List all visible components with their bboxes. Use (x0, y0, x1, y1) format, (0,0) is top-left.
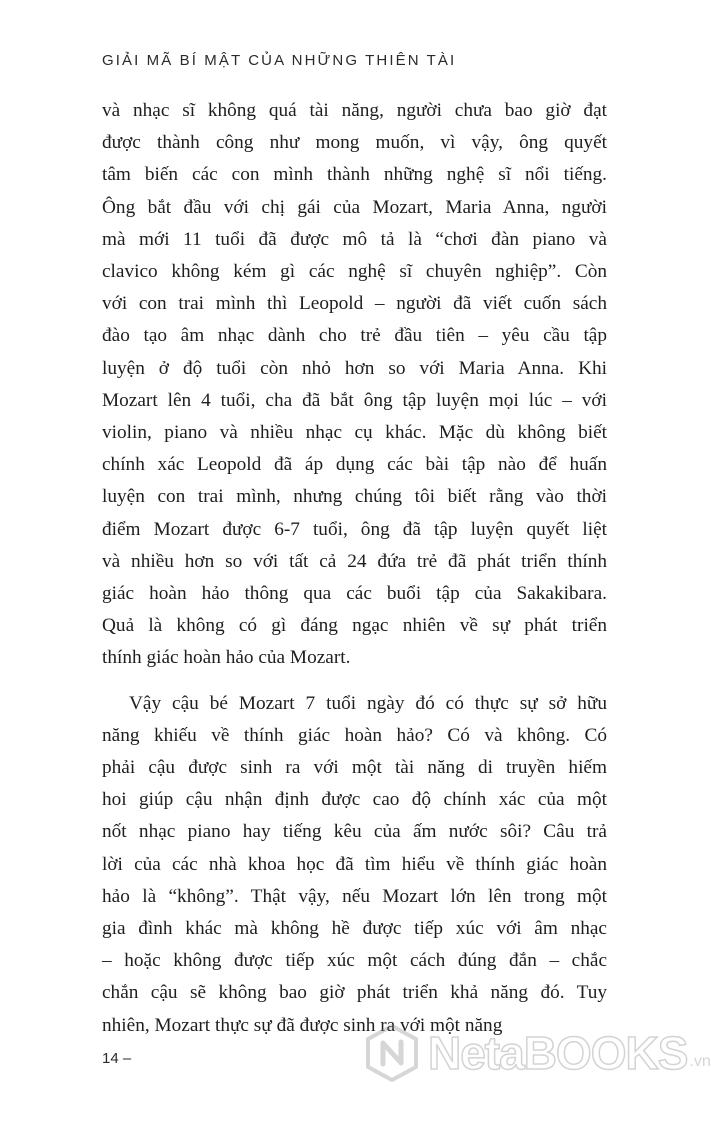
text-line: được thành công như mong muốn, vì vậy, ông quyết (102, 132, 607, 154)
text-line: với con trai mình thì Leopold – người đã viết cuốn sách (102, 293, 607, 315)
text-line: luyện con trai mình, nhưng chúng tôi biết rằng vào thời (102, 486, 607, 508)
page-number: 14 – (102, 1050, 132, 1067)
text-line: gia đình khác mà không hề được tiếp xúc với âm nhạc (102, 918, 607, 940)
text-line: mà mới 11 tuổi đã được mô tả là “chơi đàn piano và (102, 228, 607, 250)
text-line: Mozart lên 4 tuổi, cha đã bắt ông tập luyện mọi lúc – với (102, 389, 607, 411)
text-line: lời của các nhà khoa học đã tìm hiểu về thính giác hoàn (102, 853, 607, 875)
text-line: clavico không kém gì các nghệ sĩ chuyên nghiệp”. Còn (102, 261, 607, 283)
text-line: Quả là không có gì đáng ngạc nhiên về sự phát triển (102, 615, 607, 637)
body-text (102, 95, 607, 1042)
text-line: và nhiều hơn so với tất cả 24 đứa trẻ đã phát triển thính (102, 550, 607, 572)
text-line: phải cậu được sinh ra với một tài năng di truyền hiếm (102, 757, 607, 779)
text-line: tâm biến các con mình thành những nghệ sĩ nổi tiếng. (102, 164, 607, 186)
paragraph-1 (102, 95, 607, 675)
text-line: hảo là “không”. Thật vậy, nếu Mozart lớn lên trong một (102, 885, 607, 907)
text-line: đào tạo âm nhạc dành cho trẻ đầu tiên – yêu cầu tập (102, 325, 607, 347)
text-line: giác hoàn hảo thông qua các buổi tập của Sakakibara. (102, 583, 607, 605)
text-line: nốt nhạc piano hay tiếng kêu của ấm nước sôi? Câu trả (102, 821, 607, 843)
text-line: chính xác Leopold đã áp dụng các bài tập nào để huấn (102, 454, 607, 476)
watermark-suffix: .vn (689, 1053, 711, 1070)
text-line: và nhạc sĩ không quá tài năng, người chưa bao giờ đạt (102, 100, 607, 121)
text-line: luyện ở độ tuổi còn nhỏ hơn so với Maria Anna. Khi (102, 357, 607, 379)
text-line: Ông bắt đầu với chị gái của Mozart, Maria Anna, người (102, 196, 607, 218)
text-line: nhiên, Mozart thực sự đã được sinh ra với một năng (102, 1014, 503, 1036)
text-line: hoi giúp cậu nhận định được cao độ chính xác của một (102, 789, 607, 811)
text-line: chắn cậu sẽ không bao giờ phát triển khả năng đó. Tuy (102, 982, 607, 1004)
netabooks-logo-icon (362, 1023, 422, 1083)
watermark (362, 1023, 711, 1083)
text-line: Vậy cậu bé Mozart 7 tuổi ngày đó có thực sự sở hữu (129, 692, 607, 714)
watermark-text: NetaBOOKS (428, 1027, 688, 1079)
text-line: – hoặc không được tiếp xúc một cách đúng đắn – chắc (102, 950, 607, 972)
text-line: thính giác hoàn hảo của Mozart. (102, 647, 351, 669)
paragraph-2 (102, 688, 607, 1042)
running-head-title: GIẢI MÃ BÍ MẬT CỦA NHỮNG THIÊN TÀI (102, 52, 457, 69)
text-line: violin, piano và nhiều nhạc cụ khác. Mặc dù không biết (102, 422, 607, 444)
text-line: điểm Mozart được 6-7 tuổi, ông đã tập luyện quyết liệt (102, 518, 607, 540)
text-line: năng khiếu về thính giác hoàn hảo? Có và không. Có (102, 724, 607, 746)
